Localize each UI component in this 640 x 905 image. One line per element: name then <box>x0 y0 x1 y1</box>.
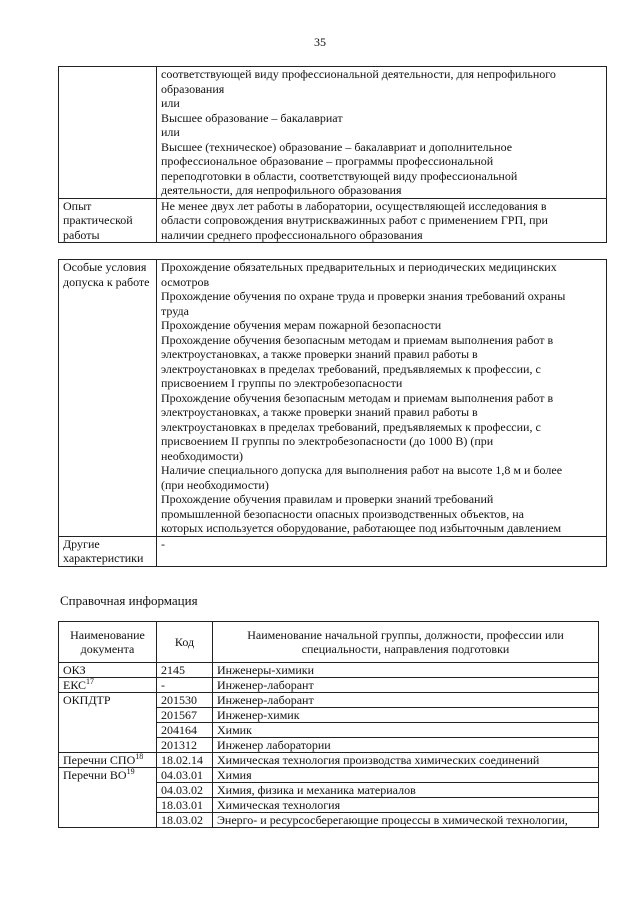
text-line: соответствующей виду профессиональной деятельности, для непрофильного <box>161 67 556 81</box>
name-cell: Инженер-лаборант <box>213 678 599 693</box>
text-line: Прохождение обучения мерам пожарной безопасности <box>161 318 442 332</box>
name-cell: Химическая технология производства химических соединений <box>213 753 599 768</box>
header-name: Наименование начальной группы, должности, профессии или специальности, направления подготовки <box>213 622 599 663</box>
text-line: необходимости) <box>161 448 244 463</box>
education-value-cell <box>157 67 607 199</box>
text-line: Не менее двух лет работы в лаборатории, осуществляющей исследования в <box>161 198 547 213</box>
name-cell: Химия, физика и механика материалов <box>213 783 599 798</box>
reference-section-title: Справочная информация <box>60 593 198 608</box>
table-row <box>59 678 599 693</box>
header-row <box>59 622 599 663</box>
text-line: электроустановках, а также проверки знаний правил работы в <box>161 405 478 419</box>
doc-cell <box>59 753 157 768</box>
text-line: переподготовки в области, соответствующей виду профессиональной <box>161 168 518 183</box>
table-row <box>59 768 599 783</box>
name-cell: Химия <box>213 768 599 783</box>
text-line: или <box>161 125 180 139</box>
text-line: деятельности, для непрофильного образования <box>161 183 402 197</box>
footnote-ref: 19 <box>126 767 135 776</box>
text-line: наличии среднего профессионального образования <box>161 227 423 242</box>
code-cell: 2145 <box>157 663 213 678</box>
text-line: образования <box>161 81 225 96</box>
text-line: или <box>161 96 180 110</box>
name-cell: Химик <box>213 723 599 738</box>
code-cell: - <box>157 678 213 693</box>
doc-label: ЕКС <box>63 678 87 692</box>
text-line: которых используется оборудование, работающее под избыточным давлением <box>161 521 562 535</box>
text-line: присвоением II группы по электробезопасности (до 1000 В) (при <box>161 434 494 448</box>
code-cell: 201567 <box>157 708 213 723</box>
code-cell: 18.02.14 <box>157 753 213 768</box>
name-cell: Энерго- и ресурсосберегающие процессы в химической технологии, <box>213 813 599 828</box>
footnote-ref: 17 <box>86 677 95 686</box>
code-cell: 04.03.02 <box>157 783 213 798</box>
doc-label: Перечни ВО <box>63 768 127 782</box>
doc-cell <box>59 768 157 828</box>
text-line: Прохождение обучения правилам и проверки знаний требований <box>161 492 494 506</box>
reference-table <box>58 621 599 828</box>
education-row <box>59 67 607 199</box>
text-line: профессиональное образование – программы профессиональной <box>161 154 494 168</box>
experience-row <box>59 198 607 243</box>
education-requirements-table <box>58 66 607 243</box>
conditions-label-cell: Особые условия допуска к работе <box>59 260 157 537</box>
header-code: Код <box>157 622 213 663</box>
doc-cell: ОКЗ <box>59 663 157 678</box>
name-cell: Химическая технология <box>213 798 599 813</box>
doc-cell: ОКПДТР <box>59 693 157 753</box>
text-line: присвоением I группы по электробезопасности <box>161 376 403 390</box>
admission-conditions-table <box>58 259 607 567</box>
code-cell: 201312 <box>157 738 213 753</box>
name-cell: Инженер-химик <box>213 708 599 723</box>
page-number: 35 <box>314 35 326 49</box>
other-value-cell: - <box>157 536 607 566</box>
code-cell: 18.03.01 <box>157 798 213 813</box>
text-line: осмотров <box>161 274 210 289</box>
text-line: электроустановках в пределах требований, предъявляемых к профессии, с <box>161 419 541 434</box>
text-line: труда <box>161 303 189 318</box>
text-line: Прохождение обязательных предварительных и периодических медицинских <box>161 260 557 274</box>
doc-cell <box>59 678 157 693</box>
text-line: Высшее (техническое) образование – бакалавриат и дополнительное <box>161 139 513 154</box>
text-line: промышленной безопасности опасных производственных объектов, на <box>161 506 524 521</box>
code-cell: 18.03.02 <box>157 813 213 828</box>
text-line: Прохождение обучения безопасным методам и приемам выполнения работ в <box>161 390 554 405</box>
conditions-row <box>59 260 607 537</box>
text-line: Высшее образование – бакалавриат <box>161 110 343 125</box>
other-row <box>59 536 607 566</box>
code-cell: 04.03.01 <box>157 768 213 783</box>
text-line: электроустановках, а также проверки знаний правил работы в <box>161 347 478 361</box>
text-line: Прохождение обучения безопасным методам и приемам выполнения работ в <box>161 332 554 347</box>
code-cell: 201530 <box>157 693 213 708</box>
conditions-value-cell <box>157 260 607 537</box>
doc-label: Перечни СПО <box>63 753 136 767</box>
experience-label-cell: Опыт практической работы <box>59 198 157 243</box>
header-document: Наименование документа <box>59 622 157 663</box>
table-row <box>59 693 599 708</box>
text-line: Наличие специального допуска для выполнения работ на высоте 1,8 м и более <box>161 463 563 477</box>
experience-value-cell <box>157 198 607 243</box>
name-cell: Инженер лаборатории <box>213 738 599 753</box>
name-cell: Инженеры-химики <box>213 663 599 678</box>
text-line: Прохождение обучения по охране труда и проверки знания требований охраны <box>161 289 566 303</box>
other-label-cell: Другие характеристики <box>59 536 157 566</box>
name-cell: Инженер-лаборант <box>213 693 599 708</box>
footnote-ref: 18 <box>135 752 144 761</box>
education-label-cell <box>59 67 157 199</box>
code-cell: 204164 <box>157 723 213 738</box>
text-line: области сопровождения внутрискважинных работ с применением ГРП, при <box>161 213 548 227</box>
table-row <box>59 753 599 768</box>
table-row <box>59 663 599 678</box>
text-line: электроустановках в пределах требований, предъявляемых к профессии, с <box>161 361 541 376</box>
text-line: (при необходимости) <box>161 477 269 492</box>
